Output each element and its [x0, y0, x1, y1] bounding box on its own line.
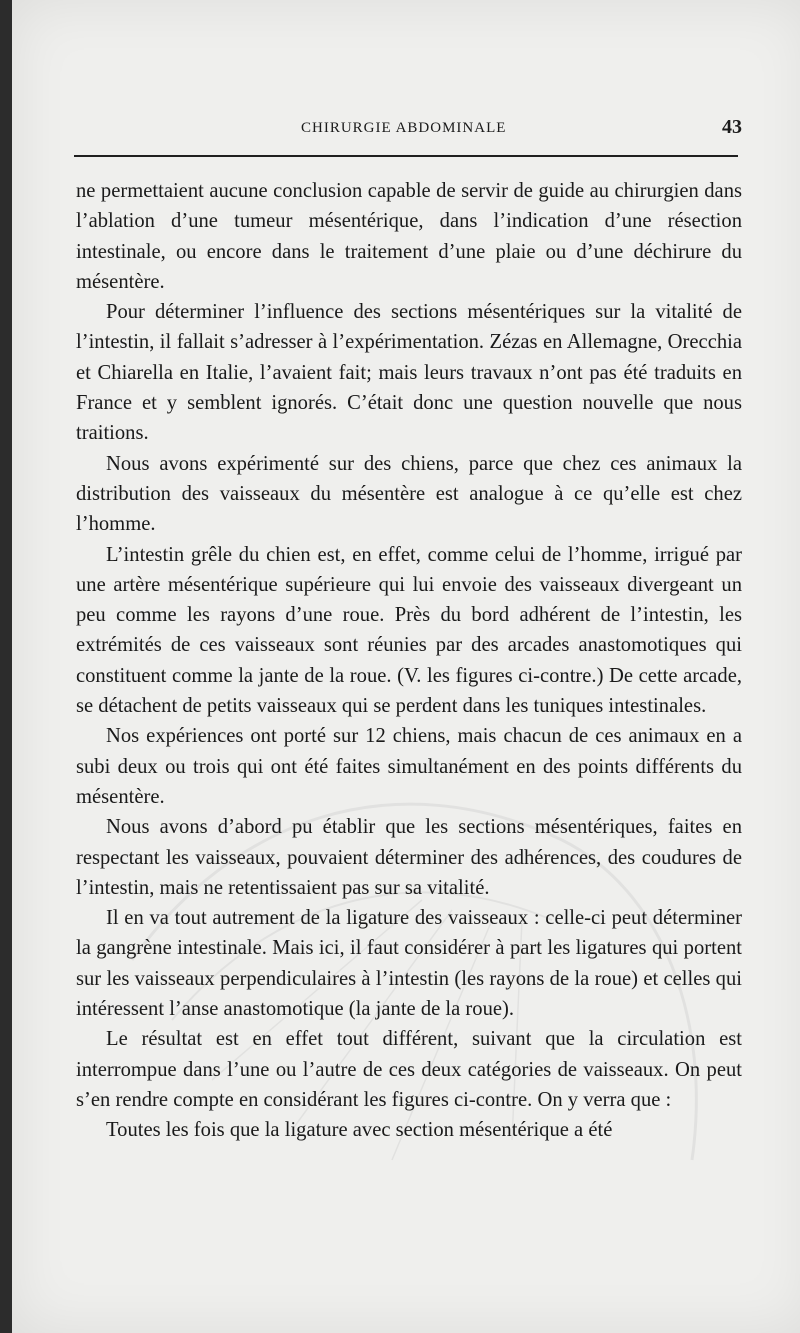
page-header — [12, 116, 800, 142]
paragraph-6: Nous avons d’abord pu établir que les sections mésentériques, faites en respectant les vaisseaux, pouvaient déterminer des adhérences, des coudures de l’intestin, mais ne retentissaient pas sur sa vitalité. — [76, 816, 742, 899]
paragraph-3: Nous avons expérimenté sur des chiens, parce que chez ces animaux la distribution des vaisseaux du mésentère est analogue à ce qu’elle est chez l’homme. — [76, 452, 742, 536]
paragraph-4: L’intestin grêle du chien est, en effet, comme celui de l’homme, irrigué par une artère mésentérique supérieure qui lui envoie des vaisseaux divergeant un peu comme les rayons d’une roue. Près du bord adhérent de l’intestin, les extrémités de ces vaisseaux sont réunies par des arcades anastomotiques qui constituent comme la jante de la roue. (V. les figures ci-contre.) De cette arcade, se détachent de petits vaisseaux qui se perdent dans les tuniques intestinales. — [76, 543, 742, 718]
header-rule — [74, 155, 738, 157]
running-head: CHIRURGIE ABDOMINALE — [301, 120, 507, 136]
paragraph-8: Le résultat est en effet tout différent, suivant que la circulation est interrompue dans l’une ou l’autre de ces deux catégories de vaisseaux. On peut s’en rendre compte en considérant les figures ci-contre. On y verra que : — [76, 1028, 742, 1111]
paragraph-5: Nos expériences ont porté sur 12 chiens, mais chacun de ces animaux en a subi deux ou trois qui ont été faites simultanément en des points différents du mésentère. — [76, 725, 742, 808]
paragraph-7: Il en va tout autrement de la ligature des vaisseaux : celle-ci peut déterminer la gangrène intestinale. Mais ici, il faut considérer à part les ligatures qui portent sur les vaisseaux perpendiculaires à l’intestin (les rayons de la roue) et celles qui intéressent l’anse anastomotique (la jante de la roue). — [76, 907, 742, 1021]
paragraph-9: Toutes les fois que la ligature avec section mésentérique a été — [106, 1119, 613, 1142]
body-text — [76, 176, 742, 1146]
book-page — [12, 0, 800, 1333]
page-number: 43 — [722, 116, 742, 138]
paragraph-1: ne permettaient aucune conclusion capable de servir de guide au chirurgien dans l’ablation d’une tumeur mésentérique, dans l’indication d’une résection intestinale, ou encore dans le traitement d’une plaie ou d’une déchirure du mésentère. — [76, 180, 742, 293]
paragraph-2: Pour déterminer l’influence des sections mésentériques sur la vitalité de l’intestin, il fallait s’adresser à l’expérimentation. Zézas en Allemagne, Orecchia et Chiarella en Italie, l’avaient fait; mais leurs travaux n’ont pas été traduits en France et y semblent ignorés. C’était donc une question nouvelle que nous traitions. — [76, 301, 742, 445]
